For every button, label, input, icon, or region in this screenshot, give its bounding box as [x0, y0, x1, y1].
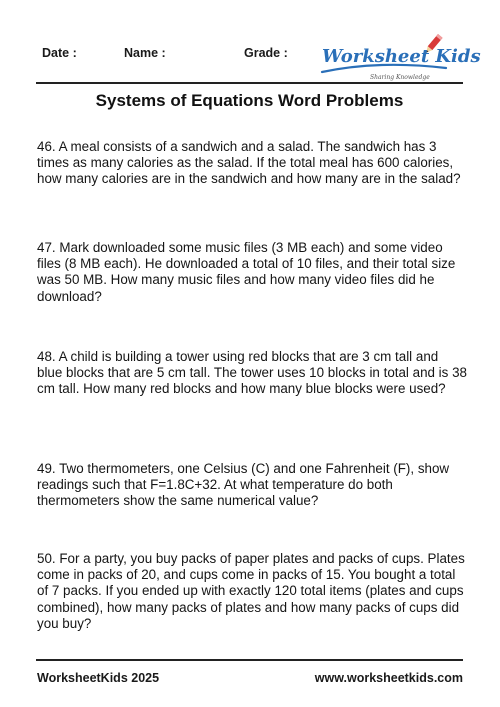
problem-50 — [37, 551, 467, 632]
worksheet-title: Systems of Equations Word Problems — [95, 91, 404, 110]
problem-text: Two thermometers, one Celsius (C) and one Fahrenheit (F), show readings such that F=1.8C+32. At what temperature do both thermometers show the same numerical value? — [37, 461, 450, 509]
problem-49 — [37, 461, 467, 510]
problem-text: A meal consists of a sandwich and a salad. The sandwich has 3 times as many calories as the salad. If the total meal has 600 calories, how many calories are in the sandwich and how many are in the salad? — [37, 139, 461, 187]
grade-label: Grade : — [244, 46, 288, 60]
problem-48 — [37, 349, 467, 398]
logo-wordmark: Worksheet Kids — [322, 46, 481, 67]
logo-tagline: Sharing Knowledge — [370, 74, 430, 81]
problem-47 — [37, 240, 467, 305]
problem-text: A child is building a tower using red blocks that are 3 cm tall and blue blocks that are 5 cm tall. The tower uses 10 blocks in total and is 38 cm tall. How many red blocks and how many blue blocks were used? — [37, 349, 467, 397]
name-label: Name : — [124, 46, 166, 60]
problem-number: 48. — [37, 349, 56, 364]
problem-46 — [37, 139, 467, 188]
problem-number: 47. — [37, 240, 56, 255]
problem-text: For a party, you buy packs of paper plates and packs of cups. Plates come in packs of 20, and cups come in packs of 15. You bought a total of 7 packs. If you ended up with exactly 120 total items (plates and cups combined), how many packs of plates and how many packs of cups did you buy? — [37, 551, 465, 631]
date-label: Date : — [42, 46, 77, 60]
header-rule — [36, 82, 463, 84]
problem-number: 50. — [37, 551, 56, 566]
problem-number: 46. — [37, 139, 56, 154]
problem-number: 49. — [37, 461, 56, 476]
worksheet-kids-logo — [318, 30, 481, 82]
footer-rule — [36, 659, 463, 661]
problem-text: Mark downloaded some music files (3 MB each) and some video files (8 MB each). He downloaded a total of 10 files, and their total size was 50 MB. How many music files and how many video files did he download? — [37, 240, 456, 304]
footer-copyright: WorksheetKids 2025 — [37, 671, 160, 685]
footer-website: www.worksheetkids.com — [314, 671, 463, 685]
